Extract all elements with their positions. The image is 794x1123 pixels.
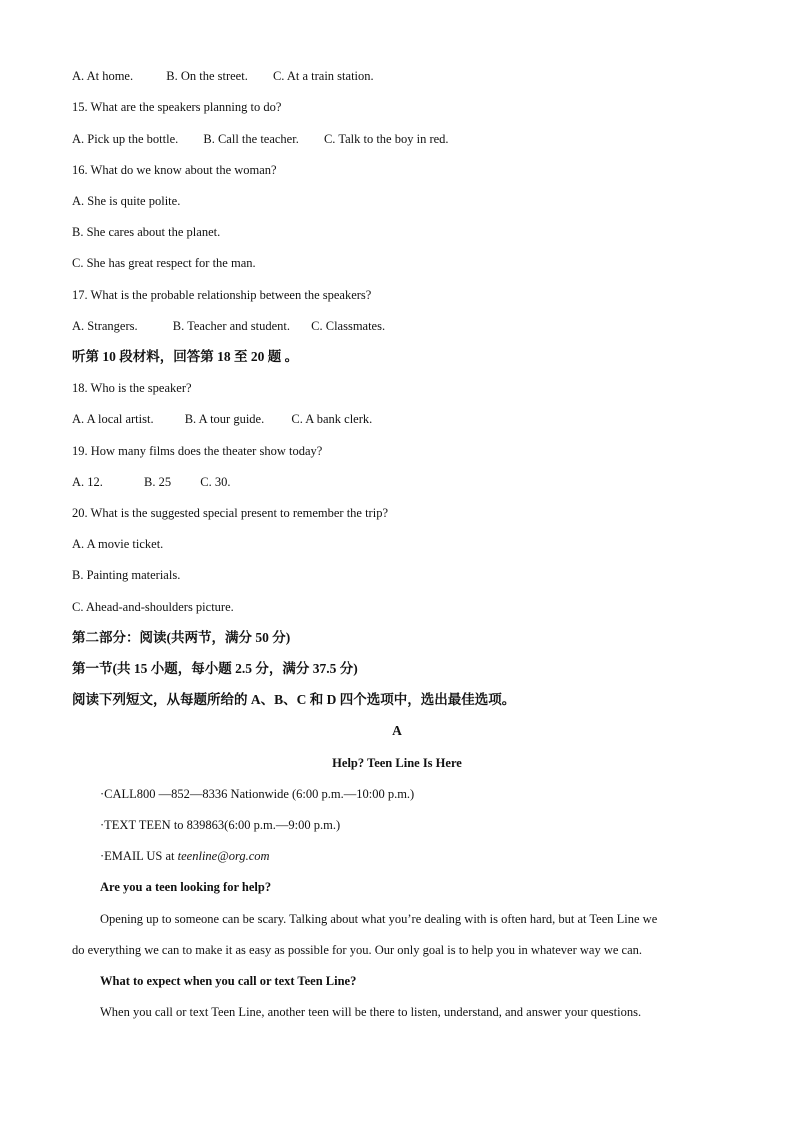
q20-option-b: B. Painting materials.: [72, 568, 181, 582]
passage-letter: A: [392, 723, 402, 738]
q16-option-a: A. She is quite polite.: [72, 194, 181, 208]
q18-option-b: B. A tour guide.: [184, 412, 265, 426]
q18-options: [72, 411, 372, 427]
passage-title: Help? Teen Line Is Here: [332, 756, 462, 770]
q14-options: [72, 68, 374, 84]
q19-option-c: C. 30.: [200, 475, 231, 489]
para1-line2: do everything we can to make it as easy as possible for you. Our only goal is to help you in whatever way we can.: [72, 943, 642, 957]
email-line: [100, 848, 270, 864]
email-prefix: ·EMAIL US at: [100, 849, 178, 863]
q17-option-b: B. Teacher and student.: [172, 319, 291, 333]
question-15: 15. What are the speakers planning to do?: [72, 100, 282, 114]
q14-option-a: A. At home.: [72, 69, 134, 83]
section-10-heading: 听第 10 段材料，回答第 18 至 20 题 。: [72, 349, 299, 364]
q19-options: [72, 474, 230, 490]
part-2-heading: 第二部分：阅读(共两节，满分 50 分): [72, 630, 291, 645]
q18-option-c: C. A bank clerk.: [291, 412, 373, 426]
question-17: 17. What is the probable relationship between the speakers?: [72, 288, 372, 302]
q14-option-c: C. At a train station.: [272, 69, 374, 83]
q17-options: [72, 318, 385, 334]
question-18: 18. Who is the speaker?: [72, 381, 192, 395]
heading-teen-help: Are you a teen looking for help?: [100, 880, 272, 894]
email-address: teenline@org.com: [177, 849, 270, 863]
q19-option-a: A. 12.: [72, 475, 103, 489]
para1-line1: Opening up to someone can be scary. Talking about what you’re dealing with is often hard, but at Teen Line we: [100, 912, 658, 926]
section-1-heading: 第一节(共 15 小题，每小题 2.5 分，满分 37.5 分): [72, 661, 358, 676]
q18-option-a: A. A local artist.: [72, 412, 154, 426]
q15-option-a: A. Pick up the bottle.: [72, 132, 179, 146]
q15-option-b: B. Call the teacher.: [203, 132, 299, 146]
call-line: ·CALL800 —852—8336 Nationwide (6:00 p.m.—10:00 p.m.): [100, 787, 415, 801]
q20-option-a: A. A movie ticket.: [72, 537, 164, 551]
heading-what-to-expect: What to expect when you call or text Teen Line?: [100, 974, 357, 988]
text-line: ·TEXT TEEN to 839863(6:00 p.m.—9:00 p.m.): [100, 818, 341, 832]
question-20: 20. What is the suggested special present to remember the trip?: [72, 506, 388, 520]
q17-option-c: C. Classmates.: [311, 319, 386, 333]
q14-option-b: B. On the street.: [166, 69, 248, 83]
q15-options: [72, 131, 449, 147]
q15-option-c: C. Talk to the boy in red.: [323, 132, 449, 146]
question-16: 16. What do we know about the woman?: [72, 163, 277, 177]
q16-option-c: C. She has great respect for the man.: [72, 256, 256, 270]
reading-instruction: 阅读下列短文，从每题所给的 A、B、C 和 D 四个选项中，选出最佳选项。: [72, 692, 516, 707]
q20-option-c: C. Ahead-and-shoulders picture.: [72, 600, 234, 614]
q17-option-a: A. Strangers.: [72, 319, 138, 333]
question-19: 19. How many films does the theater show today?: [72, 444, 323, 458]
para2-line1: When you call or text Teen Line, another teen will be there to listen, understand, and answer your questions.: [100, 1005, 642, 1019]
q16-option-b: B. She cares about the planet.: [72, 225, 221, 239]
q19-option-b: B. 25: [144, 475, 172, 489]
